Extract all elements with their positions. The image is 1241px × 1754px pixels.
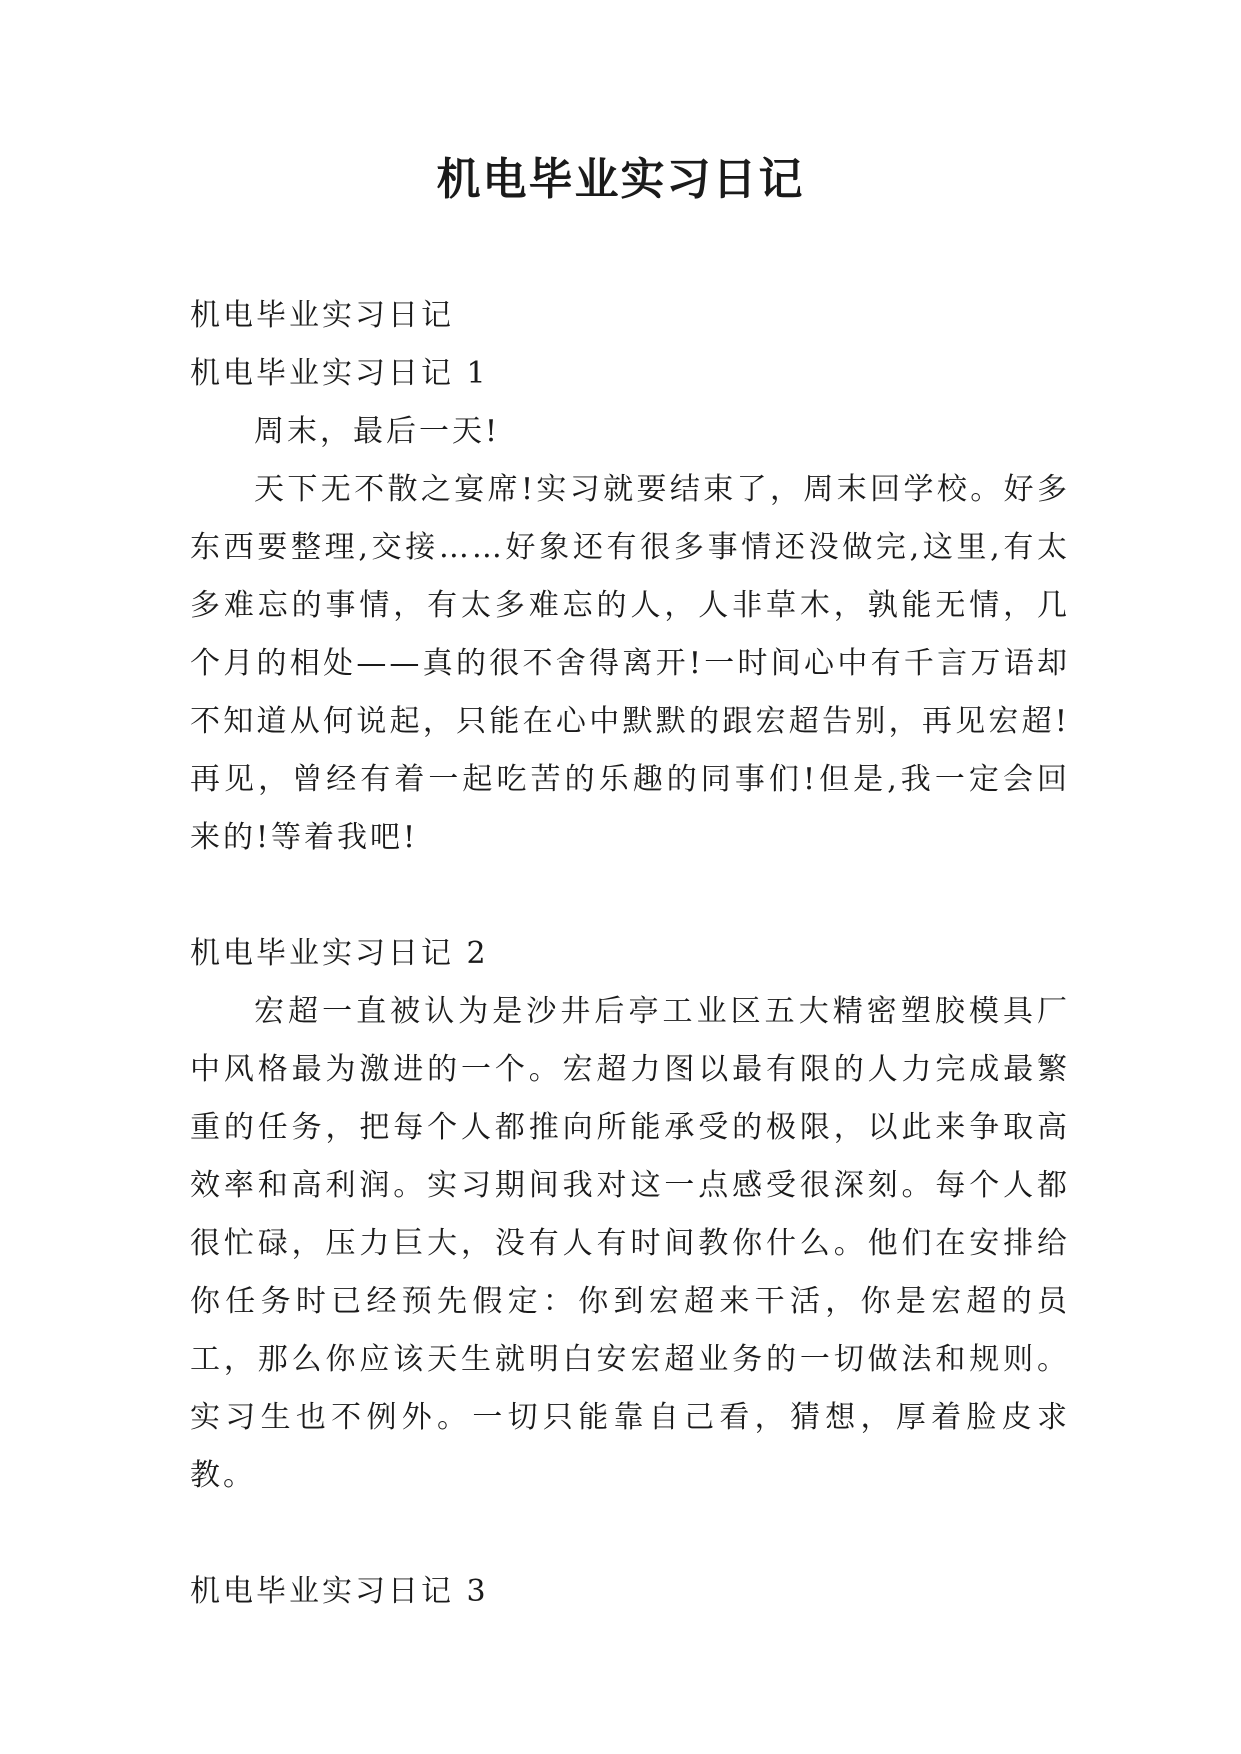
entry-heading-3: 机电毕业实习日记 3 xyxy=(190,1574,489,1609)
entry-1-paragraph-2: 天下无不散之宴席!实习就要结束了，周末回学校。好多东西要整理,交接……好象还有很多事情还没做完,这里,有太多难忘的事情，有太多难忘的人，人非草木，孰能无情，几个月的相处——真的很不舍得离开!一时间心中有千言万语却不知道从何说起，只能在心中默默的跟宏超告别，再见宏超!再见，曾经有着一起吃苦的乐趣的同事们!但是,我一定会回来的!等着我吧! xyxy=(190,472,1070,855)
document-body xyxy=(190,287,1070,1621)
document-subtitle: 机电毕业实习日记 xyxy=(190,298,454,333)
entry-heading-1: 机电毕业实习日记 1 xyxy=(190,356,489,391)
section-spacer xyxy=(190,1505,1070,1563)
entry-2-paragraph-1: 宏超一直被认为是沙井后亭工业区五大精密塑胶模具厂中风格最为激进的一个。宏超力图以最有限的人力完成最繁重的任务，把每个人都推向所能承受的极限，以此来争取高效率和高利润。实习期间我对这一点感受很深刻。每个人都很忙碌，压力巨大，没有人有时间教你什么。他们在安排给你任务时已经预先假定：你到宏超来干活，你是宏超的员工，那么你应该天生就明白安宏超业务的一切做法和规则。实习生也不例外。一切只能靠自己看，猜想，厚着脸皮求教。 xyxy=(190,994,1070,1493)
document-title: 机电毕业实习日记 xyxy=(436,154,805,205)
entry-heading-2: 机电毕业实习日记 2 xyxy=(190,936,489,971)
entry-1-paragraph-1: 周末，最后一天! xyxy=(254,414,501,449)
section-spacer xyxy=(190,867,1070,925)
